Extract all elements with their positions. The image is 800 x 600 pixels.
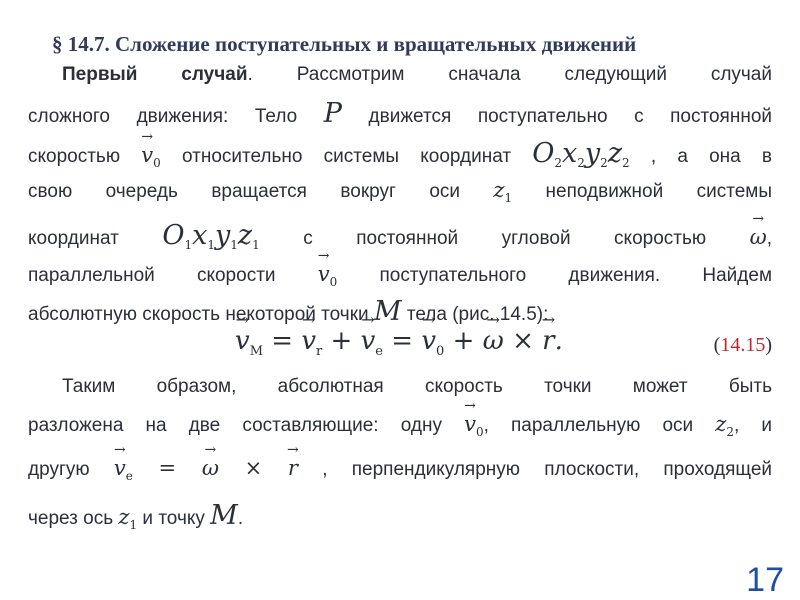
para1-line4-text-a: свою очередь вращается вокруг оси bbox=[28, 181, 460, 202]
velocity-addition-formula bbox=[235, 326, 585, 359]
plus-sign: + bbox=[330, 326, 353, 356]
para2-line2 bbox=[28, 412, 772, 437]
para1-line1 bbox=[28, 64, 772, 86]
equation-number-value: 14.15 bbox=[720, 334, 766, 356]
para1-line4 bbox=[28, 178, 772, 203]
para1-line1-text: . Рассмотрим сначала следующий случай bbox=[247, 64, 772, 85]
para1-line3-text-b: относительно системы координат bbox=[181, 146, 512, 167]
para1-line6 bbox=[28, 262, 772, 287]
slide-title: § 14.7. Сложение поступательных и вращательных движений bbox=[52, 32, 637, 56]
axis-z1-symbol: $z_1$ bbox=[493, 178, 513, 205]
subscript-r: r bbox=[316, 344, 323, 359]
para1-line5-text-c: , bbox=[766, 228, 773, 249]
para1-line3-text-c: , а она в bbox=[650, 146, 772, 167]
subscript-0: 0 bbox=[153, 156, 161, 170]
subscript-0: 0 bbox=[436, 344, 445, 359]
vector-v: → v bbox=[141, 143, 153, 167]
subscript-e: e bbox=[375, 344, 383, 359]
body-symbol-P: P bbox=[323, 98, 342, 129]
point-M-symbol: M bbox=[373, 296, 402, 327]
cross-product-sign: × bbox=[512, 326, 534, 356]
para2-line3-text-a: другую bbox=[28, 459, 90, 480]
first-case-label: Первый случай bbox=[62, 64, 248, 85]
equals-sign: = bbox=[271, 326, 294, 356]
axis-z2-symbol: $z_2$ bbox=[715, 412, 735, 439]
equation-number: (14.15) bbox=[713, 334, 772, 356]
period: . bbox=[554, 326, 563, 356]
velocity-v0-symbol: → $v_0$ bbox=[464, 412, 484, 436]
vector-v: → v bbox=[301, 326, 316, 356]
para2-line2-text-a: разложена на две составляющие: одну bbox=[28, 415, 442, 436]
para1-line6-text-a: параллельной скорости bbox=[28, 265, 276, 286]
para2-line4-text-c: . bbox=[237, 508, 244, 529]
para2-line4-text-b: и точку bbox=[142, 508, 205, 529]
plus-sign: + bbox=[452, 326, 475, 356]
para2-line3-text-b: , перпендикулярную плоскости, проходящей bbox=[322, 459, 773, 480]
coordinate-system-O1x1y1z1: $O_1x_1y_1z_1$ bbox=[162, 220, 260, 252]
para2-line1: Таким образом, абсолютная скорость точки может быть bbox=[62, 376, 772, 397]
equals-sign: = bbox=[391, 326, 414, 356]
subscript-M: M bbox=[249, 344, 264, 359]
axis-z1-symbol: $z_1$ bbox=[118, 505, 138, 532]
para1-line5-text-a: координат bbox=[28, 228, 119, 249]
velocity-v0-symbol: → $v_0$ bbox=[318, 262, 338, 286]
vector-v: → v bbox=[361, 326, 376, 356]
point-M-symbol: M bbox=[210, 500, 238, 531]
para1-line6-text-b: поступательного движения. Найдем bbox=[379, 265, 773, 286]
para1-line5-text-b: с постоянной угловой скоростью bbox=[303, 228, 707, 249]
vector-r: → r bbox=[542, 326, 554, 356]
vector-omega: → ω bbox=[483, 326, 504, 356]
para2-line3 bbox=[28, 456, 772, 481]
vector-v: → v bbox=[235, 326, 250, 356]
velocity-v0-symbol bbox=[141, 143, 161, 170]
para1-line2-text-b: движется поступательно с постоянной bbox=[368, 106, 773, 127]
para1-line5 bbox=[28, 220, 772, 251]
para1-line2-text-a: сложного движения: Тело bbox=[28, 106, 298, 127]
vector-v: → v bbox=[421, 326, 436, 356]
angular-velocity-omega-symbol: → ω bbox=[750, 225, 767, 249]
para2-line4-text-a: через ось bbox=[28, 508, 114, 529]
coordinate-system-O2x2y2z2: $O_2x_2y_2z_2$ bbox=[532, 138, 630, 170]
para1-line4-text-b: неподвижной системы bbox=[545, 181, 772, 202]
para1-line7-text-b: тела (рис. 14.5): bbox=[406, 304, 549, 325]
para1-line7 bbox=[28, 296, 772, 327]
para2-line4 bbox=[28, 500, 772, 531]
para1-line3 bbox=[28, 138, 772, 169]
para2-line2-text-c: , и bbox=[734, 415, 773, 436]
transport-velocity-formula: → $v_e$ = → ω × → r bbox=[114, 456, 298, 480]
para2-line2-text-b: , параллельную оси bbox=[483, 415, 694, 436]
para1-line2 bbox=[28, 98, 772, 129]
para1-line7-text-a: абсолютную скорость некоторой точки bbox=[28, 304, 369, 325]
page-number: 17 bbox=[746, 561, 784, 599]
para1-line3-text-a: скоростью bbox=[28, 146, 121, 167]
